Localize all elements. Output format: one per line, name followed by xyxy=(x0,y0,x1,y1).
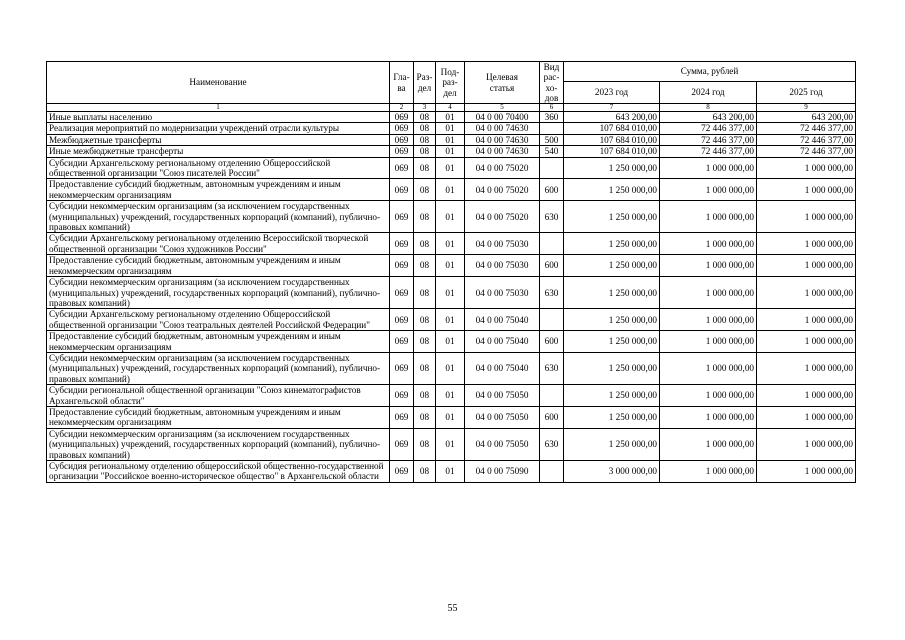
row-section-cell: 08 xyxy=(414,352,436,384)
row-sum-2023-cell: 1 250 000,00 xyxy=(564,201,660,233)
row-exp-type-cell: 600 xyxy=(540,406,564,428)
table-row xyxy=(47,428,856,460)
row-subsection-cell: 01 xyxy=(436,157,465,179)
row-name-cell: Субсидии Архангельскому региональному отделению Общероссийской общественной организации "Союз писателей России" xyxy=(47,157,390,179)
row-exp-type-cell xyxy=(540,233,564,255)
table-row xyxy=(47,179,856,201)
col-header-year-2025: 2025 год xyxy=(757,82,856,104)
row-sum-2024-cell: 1 000 000,00 xyxy=(660,157,757,179)
row-sum-2025-cell: 1 000 000,00 xyxy=(757,157,856,179)
row-exp-type-cell xyxy=(540,309,564,331)
row-sum-2023-cell: 1 250 000,00 xyxy=(564,331,660,353)
row-chapter-cell: 069 xyxy=(390,157,414,179)
row-subsection-cell: 01 xyxy=(436,233,465,255)
row-sum-2024-cell: 1 000 000,00 xyxy=(660,201,757,233)
row-section-cell: 08 xyxy=(414,428,436,460)
row-sum-2024-cell: 1 000 000,00 xyxy=(660,461,757,483)
row-subsection-cell: 01 xyxy=(436,406,465,428)
row-chapter-cell: 069 xyxy=(390,123,414,134)
row-sum-2023-cell: 1 250 000,00 xyxy=(564,157,660,179)
col-header-chapter xyxy=(390,62,414,104)
row-chapter-cell: 069 xyxy=(390,112,414,123)
row-exp-type-cell: 600 xyxy=(540,255,564,277)
row-sum-2025-cell: 72 446 377,00 xyxy=(757,134,856,145)
row-target-cell: 04 0 00 70400 xyxy=(465,112,540,123)
row-section-cell: 08 xyxy=(414,201,436,233)
row-chapter-cell: 069 xyxy=(390,201,414,233)
table-row xyxy=(47,352,856,384)
row-sum-2023-cell: 3 000 000,00 xyxy=(564,461,660,483)
row-sum-2024-cell: 1 000 000,00 xyxy=(660,352,757,384)
page-number: 55 xyxy=(447,603,458,614)
row-sum-2023-cell: 1 250 000,00 xyxy=(564,179,660,201)
row-subsection-cell: 01 xyxy=(436,385,465,407)
row-sum-2023-cell: 107 684 010,00 xyxy=(564,123,660,134)
row-sum-2025-cell: 1 000 000,00 xyxy=(757,385,856,407)
row-section-cell: 08 xyxy=(414,123,436,134)
row-target-cell: 04 0 00 75050 xyxy=(465,406,540,428)
row-section-cell: 08 xyxy=(414,309,436,331)
table-row xyxy=(47,134,856,145)
row-section-cell: 08 xyxy=(414,134,436,145)
row-sum-2025-cell: 1 000 000,00 xyxy=(757,331,856,353)
col-header-year-2023: 2023 год xyxy=(564,82,660,104)
row-sum-2025-cell: 1 000 000,00 xyxy=(757,277,856,309)
row-section-cell: 08 xyxy=(414,406,436,428)
row-section-cell: 08 xyxy=(414,255,436,277)
row-sum-2025-cell: 643 200,00 xyxy=(757,112,856,123)
table-row xyxy=(47,385,856,407)
row-sum-2024-cell: 1 000 000,00 xyxy=(660,255,757,277)
row-section-cell: 08 xyxy=(414,277,436,309)
row-sum-2024-cell: 643 200,00 xyxy=(660,112,757,123)
col-header-section-text: Раз- дел xyxy=(416,72,433,93)
row-subsection-cell: 01 xyxy=(436,146,465,157)
row-name-cell: Субсидии некоммерческим организациям (за исключением государственных (муниципальных) учреждений, государственных корпораций (компаний), публично-правовых компаний) xyxy=(47,277,390,309)
row-target-cell: 04 0 00 75050 xyxy=(465,428,540,460)
row-exp-type-cell: 540 xyxy=(540,146,564,157)
row-chapter-cell: 069 xyxy=(390,179,414,201)
row-sum-2024-cell: 1 000 000,00 xyxy=(660,428,757,460)
row-name-cell: Реализация мероприятий по модернизации учреждений отрасли культуры xyxy=(47,123,390,134)
row-sum-2023-cell: 1 250 000,00 xyxy=(564,277,660,309)
col-header-section xyxy=(414,62,436,104)
table-row xyxy=(47,255,856,277)
row-chapter-cell: 069 xyxy=(390,277,414,309)
table-row xyxy=(47,146,856,157)
table-row xyxy=(47,201,856,233)
row-subsection-cell: 01 xyxy=(436,201,465,233)
row-exp-type-cell: 630 xyxy=(540,428,564,460)
row-sum-2024-cell: 72 446 377,00 xyxy=(660,146,757,157)
table-row xyxy=(47,309,856,331)
table-row xyxy=(47,406,856,428)
row-subsection-cell: 01 xyxy=(436,461,465,483)
row-name-cell: Предоставление субсидий бюджетным, автономным учреждениям и иным некоммерческим организациям xyxy=(47,406,390,428)
row-exp-type-cell: 360 xyxy=(540,112,564,123)
row-chapter-cell: 069 xyxy=(390,146,414,157)
row-target-cell: 04 0 00 75020 xyxy=(465,179,540,201)
table-row xyxy=(47,233,856,255)
row-target-cell: 04 0 00 74630 xyxy=(465,146,540,157)
row-exp-type-cell xyxy=(540,157,564,179)
row-subsection-cell: 01 xyxy=(436,123,465,134)
row-sum-2023-cell: 1 250 000,00 xyxy=(564,233,660,255)
col-number: 3 xyxy=(414,104,436,112)
row-sum-2024-cell: 1 000 000,00 xyxy=(660,277,757,309)
row-sum-2025-cell: 72 446 377,00 xyxy=(757,123,856,134)
row-chapter-cell: 069 xyxy=(390,385,414,407)
col-header-year-2024: 2024 год xyxy=(660,82,757,104)
row-sum-2025-cell: 1 000 000,00 xyxy=(757,201,856,233)
row-name-cell: Предоставление субсидий бюджетным, автономным учреждениям и иным некоммерческим организациям xyxy=(47,179,390,201)
row-chapter-cell: 069 xyxy=(390,428,414,460)
row-chapter-cell: 069 xyxy=(390,352,414,384)
row-subsection-cell: 01 xyxy=(436,134,465,145)
row-name-cell: Субсидия региональному отделению общероссийской общественно-государственной организации "Российское военно-историческое общество" в Архангельской области xyxy=(47,461,390,483)
col-number: 7 xyxy=(564,104,660,112)
col-header-target xyxy=(465,62,540,104)
row-target-cell: 04 0 00 74630 xyxy=(465,123,540,134)
col-header-subsection xyxy=(436,62,465,104)
row-exp-type-cell: 600 xyxy=(540,331,564,353)
row-sum-2023-cell: 1 250 000,00 xyxy=(564,385,660,407)
row-target-cell: 04 0 00 74630 xyxy=(465,134,540,145)
row-exp-type-cell: 600 xyxy=(540,179,564,201)
row-sum-2024-cell: 1 000 000,00 xyxy=(660,233,757,255)
table-row xyxy=(47,157,856,179)
row-name-cell: Субсидии некоммерческим организациям (за исключением государственных (муниципальных) учреждений, государственных корпораций (компаний), публично-правовых компаний) xyxy=(47,428,390,460)
row-exp-type-cell xyxy=(540,461,564,483)
row-sum-2025-cell: 1 000 000,00 xyxy=(757,179,856,201)
row-exp-type-cell: 630 xyxy=(540,352,564,384)
row-exp-type-cell xyxy=(540,123,564,134)
row-sum-2025-cell: 1 000 000,00 xyxy=(757,233,856,255)
row-chapter-cell: 069 xyxy=(390,309,414,331)
row-name-cell: Субсидии региональной общественной организации "Союз кинематографистов Архангельской области" xyxy=(47,385,390,407)
row-section-cell: 08 xyxy=(414,461,436,483)
row-target-cell: 04 0 00 75090 xyxy=(465,461,540,483)
col-header-subsection-text: Под- раз- дел xyxy=(440,67,460,98)
row-target-cell: 04 0 00 75040 xyxy=(465,352,540,384)
row-sum-2024-cell: 1 000 000,00 xyxy=(660,406,757,428)
row-sum-2024-cell: 1 000 000,00 xyxy=(660,331,757,353)
col-number: 4 xyxy=(436,104,465,112)
col-header-exp-type xyxy=(540,62,564,104)
col-number: 5 xyxy=(465,104,540,112)
row-sum-2024-cell: 1 000 000,00 xyxy=(660,309,757,331)
row-sum-2024-cell: 72 446 377,00 xyxy=(660,123,757,134)
col-header-exp-type-text: Вид рас- хо- дов xyxy=(543,62,560,103)
row-target-cell: 04 0 00 75020 xyxy=(465,157,540,179)
row-target-cell: 04 0 00 75040 xyxy=(465,309,540,331)
row-sum-2023-cell: 643 200,00 xyxy=(564,112,660,123)
row-name-cell: Предоставление субсидий бюджетным, автономным учреждениям и иным некоммерческим организациям xyxy=(47,331,390,353)
col-number: 9 xyxy=(757,104,856,112)
row-exp-type-cell: 500 xyxy=(540,134,564,145)
row-section-cell: 08 xyxy=(414,233,436,255)
row-chapter-cell: 069 xyxy=(390,134,414,145)
row-target-cell: 04 0 00 75050 xyxy=(465,385,540,407)
row-name-cell: Субсидии некоммерческим организациям (за исключением государственных (муниципальных) учреждений, государственных корпораций (компаний), публично-правовых компаний) xyxy=(47,352,390,384)
row-name-cell: Предоставление субсидий бюджетным, автономным учреждениям и иным некоммерческим организациям xyxy=(47,255,390,277)
table-row xyxy=(47,461,856,483)
row-sum-2023-cell: 107 684 010,00 xyxy=(564,134,660,145)
table-row xyxy=(47,112,856,123)
row-name-cell: Субсидии Архангельскому региональному отделению Общероссийской общественной организации "Союз театральных деятелей Российской Федерации" xyxy=(47,309,390,331)
row-target-cell: 04 0 00 75030 xyxy=(465,277,540,309)
row-section-cell: 08 xyxy=(414,179,436,201)
row-chapter-cell: 069 xyxy=(390,461,414,483)
row-target-cell: 04 0 00 75030 xyxy=(465,233,540,255)
row-chapter-cell: 069 xyxy=(390,255,414,277)
row-name-cell: Иные межбюджетные трансферты xyxy=(47,146,390,157)
row-target-cell: 04 0 00 75030 xyxy=(465,255,540,277)
row-name-cell: Межбюджетные трансферты xyxy=(47,134,390,145)
row-subsection-cell: 01 xyxy=(436,179,465,201)
row-target-cell: 04 0 00 75020 xyxy=(465,201,540,233)
col-number: 1 xyxy=(47,104,390,112)
col-header-chapter-text: Гла- ва xyxy=(393,72,410,93)
budget-table xyxy=(46,61,856,483)
row-sum-2023-cell: 1 250 000,00 xyxy=(564,352,660,384)
row-sum-2025-cell: 1 000 000,00 xyxy=(757,352,856,384)
row-name-cell: Иные выплаты населению xyxy=(47,112,390,123)
row-sum-2025-cell: 1 000 000,00 xyxy=(757,461,856,483)
row-sum-2025-cell: 1 000 000,00 xyxy=(757,309,856,331)
row-sum-2024-cell: 1 000 000,00 xyxy=(660,179,757,201)
row-subsection-cell: 01 xyxy=(436,277,465,309)
col-header-name: Наименование xyxy=(47,62,390,104)
row-chapter-cell: 069 xyxy=(390,331,414,353)
row-chapter-cell: 069 xyxy=(390,233,414,255)
row-name-cell: Субсидии Архангельскому региональному отделению Всероссийской творческой общественной организации "Союз художников России" xyxy=(47,233,390,255)
row-chapter-cell: 069 xyxy=(390,406,414,428)
row-section-cell: 08 xyxy=(414,385,436,407)
column-number-row xyxy=(47,104,856,112)
row-subsection-cell: 01 xyxy=(436,331,465,353)
col-header-target-text: Целевая статья xyxy=(486,72,518,93)
row-sum-2025-cell: 1 000 000,00 xyxy=(757,406,856,428)
row-sum-2023-cell: 107 684 010,00 xyxy=(564,146,660,157)
row-target-cell: 04 0 00 75040 xyxy=(465,331,540,353)
row-sum-2025-cell: 72 446 377,00 xyxy=(757,146,856,157)
row-sum-2023-cell: 1 250 000,00 xyxy=(564,428,660,460)
row-subsection-cell: 01 xyxy=(436,112,465,123)
row-sum-2025-cell: 1 000 000,00 xyxy=(757,255,856,277)
row-name-cell: Субсидии некоммерческим организациям (за исключением государственных (муниципальных) учреждений, государственных корпораций (компаний), публично-правовых компаний) xyxy=(47,201,390,233)
col-header-sum-group: Сумма, рублей xyxy=(564,62,856,82)
table-row xyxy=(47,331,856,353)
col-number: 8 xyxy=(660,104,757,112)
col-number: 6 xyxy=(540,104,564,112)
row-subsection-cell: 01 xyxy=(436,309,465,331)
row-section-cell: 08 xyxy=(414,112,436,123)
row-sum-2023-cell: 1 250 000,00 xyxy=(564,255,660,277)
row-section-cell: 08 xyxy=(414,146,436,157)
row-sum-2025-cell: 1 000 000,00 xyxy=(757,428,856,460)
row-section-cell: 08 xyxy=(414,331,436,353)
row-sum-2023-cell: 1 250 000,00 xyxy=(564,309,660,331)
table-row xyxy=(47,277,856,309)
row-sum-2024-cell: 72 446 377,00 xyxy=(660,134,757,145)
row-exp-type-cell xyxy=(540,385,564,407)
row-subsection-cell: 01 xyxy=(436,428,465,460)
table-row xyxy=(47,123,856,134)
row-sum-2023-cell: 1 250 000,00 xyxy=(564,406,660,428)
row-exp-type-cell: 630 xyxy=(540,277,564,309)
row-subsection-cell: 01 xyxy=(436,255,465,277)
row-sum-2024-cell: 1 000 000,00 xyxy=(660,385,757,407)
row-exp-type-cell: 630 xyxy=(540,201,564,233)
col-number: 2 xyxy=(390,104,414,112)
row-subsection-cell: 01 xyxy=(436,352,465,384)
row-section-cell: 08 xyxy=(414,157,436,179)
